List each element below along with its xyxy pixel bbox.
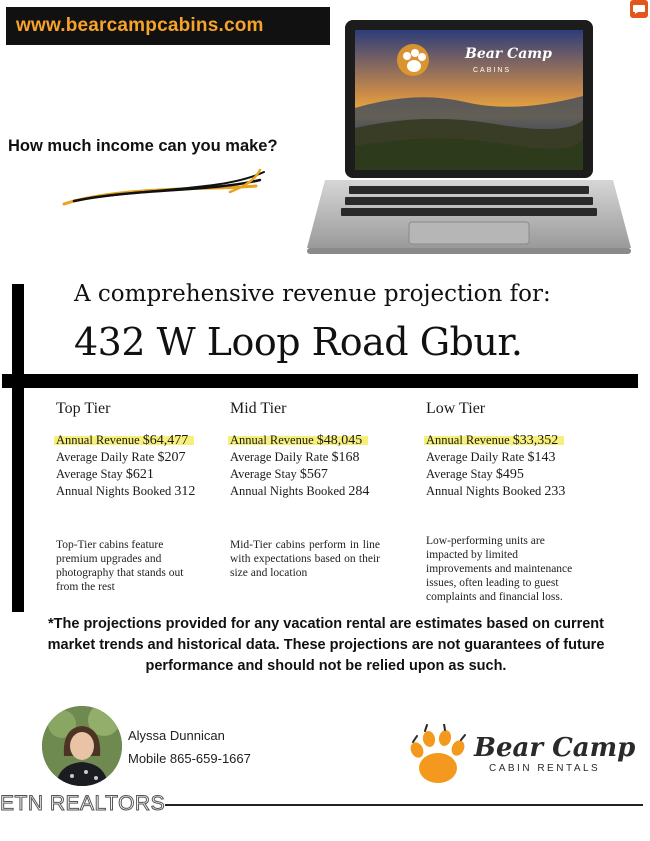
brokerage-watermark: ETN REALTORS [0,792,166,815]
stay-value: $567 [299,467,328,482]
nights-label: Annual Nights Booked [56,484,172,498]
tier-name: Low Tier [426,400,486,417]
frame-bar-vertical [12,284,24,612]
nights-value: 233 [544,484,566,499]
adr-label: Average Daily Rate [230,450,329,464]
property-address: 432 W Loop Road Gbur. [74,320,523,364]
income-headline: How much income can you make? [8,137,278,155]
annual-revenue-label: Annual Revenue [426,433,510,447]
adr-value: $168 [331,450,360,465]
annual-revenue-value: $48,045 [316,433,363,448]
agent-mobile[interactable]: Mobile 865-659-1667 [128,751,251,766]
stay-label: Average Stay [426,467,493,481]
stay-value: $621 [125,467,154,482]
tier-mid-description: Mid-Tier cabins perform in line with expectations based on their size and location [230,539,380,579]
nights-value: 312 [174,484,196,499]
adr-value: $143 [527,450,556,465]
annual-revenue-label: Annual Revenue [56,433,140,447]
stay-label: Average Stay [230,467,297,481]
site-banner[interactable] [6,7,330,45]
laptop-icon [305,20,633,256]
tier-name: Mid Tier [230,400,287,417]
tier-low-description: Low-performing units are impacted by limited improvements and maintenance issues, often leading to guest complaints and financial loss. [426,535,573,603]
screen-logo-line1: Bear Camp [465,46,552,62]
avatar [42,706,122,786]
frame-bar-horizontal [2,374,638,388]
nights-label: Annual Nights Booked [230,484,346,498]
tier-top [56,400,195,500]
tier-name: Top Tier [56,400,111,417]
bear-paw-icon [405,724,469,788]
annual-revenue-value: $64,477 [142,433,189,448]
agent-name: Alyssa Dunnican [128,728,225,743]
logo-wordmark: Bear Camp [474,733,636,763]
swoosh-icon [60,168,270,210]
disclaimer: *The projections provided for any vacation rental are estimates based on current market trends and historical data. These projections are not guarantees of future performance and should not be relied upon as such. [47,616,605,674]
adr-value: $207 [157,450,186,465]
nights-value: 284 [348,484,370,499]
adr-label: Average Daily Rate [426,450,525,464]
tier-mid [230,400,369,500]
tier-low [426,400,565,500]
tier-top-description: Top-Tier cabins feature premium upgrades and photography that stands out from the rest [56,539,184,593]
stay-label: Average Stay [56,467,123,481]
footer-rule [165,804,643,806]
screen-logo-line2: CABINS [473,67,512,74]
projection-heading: A comprehensive revenue projection for: [74,281,551,307]
chat-icon[interactable] [630,0,648,18]
annual-revenue-label: Annual Revenue [230,433,314,447]
logo-subtitle: CABIN RENTALS [489,763,601,774]
site-url[interactable]: www.bearcampcabins.com [16,15,264,36]
stay-value: $495 [495,467,524,482]
nights-label: Annual Nights Booked [426,484,542,498]
annual-revenue-value: $33,352 [512,433,559,448]
adr-label: Average Daily Rate [56,450,155,464]
